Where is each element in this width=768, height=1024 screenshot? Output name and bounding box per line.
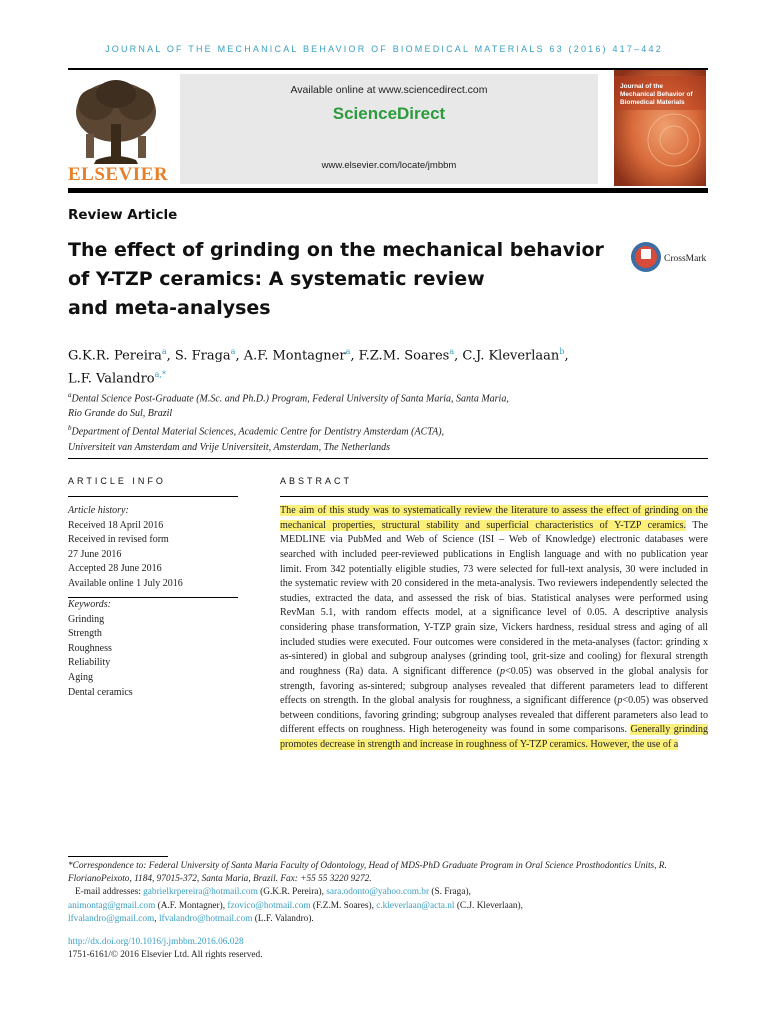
affiliations bbox=[68, 388, 708, 455]
keywords bbox=[68, 598, 238, 700]
author[interactable]: S. Fraga bbox=[174, 348, 231, 364]
author[interactable]: A.F. Montagner bbox=[243, 348, 346, 364]
p-symbol: p bbox=[617, 695, 623, 707]
affiliation-line: $^b$Department of Dental Material Sciences, Academic Centre for Dentistry Amsterdam (ACTA), bbox=[68, 424, 445, 438]
affiliation-rule bbox=[68, 458, 708, 459]
email-link[interactable]: gabrielkrpereira@hotmail.com bbox=[143, 887, 258, 898]
header-rule-top bbox=[68, 68, 708, 70]
history-item: Available online 1 July 2016 bbox=[68, 577, 183, 589]
journal-cover-image bbox=[614, 70, 706, 186]
svg-text:Biomedical Materials: Biomedical Materials bbox=[620, 99, 685, 106]
abstract-body: <0.05) was observed between conditions, favoring grinding; subgroup analyses revealed that different parameters also lead to different effects on roughness. High heterogeneity was found in some comparisons. bbox=[280, 695, 708, 736]
article-history bbox=[68, 504, 238, 592]
keyword: Strength bbox=[68, 628, 102, 640]
email-label: E-mail addresses: bbox=[74, 887, 141, 898]
history-item: Accepted 28 June 2016 bbox=[68, 563, 162, 575]
crossmark-label: CrossMark bbox=[664, 254, 707, 264]
title-line: of Y-TZP ceramics: A systematic review bbox=[68, 268, 485, 290]
author-list: G.K.R. Pereira$^a$, S. Fraga$^a$, A.F. Montagner$^a$, F.Z.M. Soares$^a$, C.J. Kleverlaan$^b$, L.F. Valandro$^{a,*}$ bbox=[68, 347, 569, 387]
article-info-heading: ARTICLE INFO bbox=[68, 476, 166, 486]
journal-citation: JOURNAL OF THE MECHANICAL BEHAVIOR OF BIOMEDICAL MATERIALS 63 (2016) 417–442 bbox=[105, 44, 663, 54]
article-title bbox=[68, 236, 608, 323]
journal-url[interactable]: www.elsevier.com/locate/jmbbm bbox=[321, 160, 457, 171]
author-sup: a bbox=[345, 347, 351, 356]
highlighted-text[interactable]: Generally grinding promotes decrease in strength and increase in roughness of Y-TZP ceramics. However, the use of a bbox=[280, 724, 708, 750]
svg-text:Journal of the: Journal of the bbox=[620, 83, 663, 90]
correspondence-note: *Correspondence to: Federal University of Santa Maria Faculty of Odontology, Head of MDS-PhD Graduate Program in Oral Science Prosthodontics Units, R. FlorianoPeixoto, 1184, 97015-372, Santa Maria, Brazil. Fax: +55 55 3220 9272. bbox=[68, 861, 667, 885]
keyword: Aging bbox=[68, 671, 93, 683]
highlighted-text[interactable]: The aim of this study was to systematically review the literature to assess the effect of grinding on the mechanical properties, structural stability and superficial characteristics of Y-TZP ceramics. bbox=[280, 505, 708, 531]
abstract-body: <0.05) was observed in the global analysis for strength, favoring as-sintered; subgroup analyses revealed that different parameters lead to different effects on strength. In the global analysis for roughness, a significant difference ( bbox=[280, 665, 708, 707]
doi-link[interactable]: http://dx.doi.org/10.1016/j.jmbbm.2016.06.028 bbox=[68, 937, 244, 947]
author[interactable]: G.K.R. Pereira bbox=[68, 348, 162, 364]
author[interactable]: F.Z.M. Soares bbox=[358, 348, 450, 364]
available-online-text: Available online at www.sciencedirect.com bbox=[290, 84, 488, 96]
keyword: Dental ceramics bbox=[68, 686, 133, 698]
author-sup: a bbox=[449, 347, 455, 356]
history-item: Received in revised form bbox=[68, 534, 169, 546]
author[interactable]: C.J. Kleverlaan bbox=[462, 348, 560, 364]
email-link[interactable]: fzovico@hotmail.com bbox=[227, 900, 311, 911]
email-link[interactable]: animontag@gmail.com bbox=[68, 900, 156, 911]
header-rule-bottom bbox=[68, 188, 708, 193]
keyword: Reliability bbox=[68, 657, 111, 669]
copyright-line: 1751-6161/© 2016 Elsevier Ltd. All rights reserved. bbox=[68, 950, 263, 961]
affiliation-line: $^a$Dental Science Post-Graduate (M.Sc. and Ph.D.) Program, Federal University of Santa Maria, Santa Maria, bbox=[68, 391, 509, 405]
history-label: Article history: bbox=[68, 505, 129, 516]
article-info-rule bbox=[68, 496, 238, 497]
email-link[interactable]: c.kleverlaan@acta.nl bbox=[376, 900, 455, 911]
keyword: Grinding bbox=[68, 613, 105, 625]
keywords-label: Keywords: bbox=[68, 599, 111, 610]
affiliation-line: Rio Grande do Sul, Brazil bbox=[68, 408, 173, 420]
crossmark-icon[interactable] bbox=[629, 240, 709, 274]
doi-block bbox=[68, 936, 263, 962]
p-symbol: p bbox=[500, 665, 506, 677]
abstract-body: The MEDLINE via PubMed and Web of Science (ISI – Web of Knowledge) electronic databases were searched with included peer-reviewed publications in English language and with no publication year limit. From 342 potentially eligible studies, 73 were selected for full-text analysis, 30 were included in the systematic review with 20 considered in the meta-analysis. Two reviewers independently selected the studies, extracted the data, and assessed the risk of bias. Statistical analyses were performed using RevMan 5.1, with random effects model, at a significance level of 0.05. A descriptive analysis considering phase transformation, Y-TZP grain size, Vickers hardness, residual stress and aging of all included studies were executed. Four outcomes were considered in the meta-analyses (factor: grinding x as-sintered) in global and subgroup analyses (grinding tool, grit-size and cooling) for flexural strength and roughness (Ra) data. A significant difference ( bbox=[280, 519, 708, 677]
author-sup: a,* bbox=[154, 370, 166, 380]
email-link[interactable]: sara.odonto@yahoo.com.br bbox=[326, 887, 430, 898]
author-sup: a bbox=[230, 347, 236, 356]
article-type: Review Article bbox=[68, 207, 178, 223]
keyword: Roughness bbox=[68, 642, 112, 654]
svg-text:Mechanical Behavior of: Mechanical Behavior of bbox=[620, 91, 693, 98]
email-link[interactable]: lfvalandro@gmail.com bbox=[68, 913, 155, 924]
email-link[interactable]: lfvalandro@hotmail.com bbox=[158, 913, 253, 924]
abstract-rule bbox=[280, 496, 708, 497]
author[interactable]: L.F. Valandro bbox=[68, 371, 155, 387]
history-item: Received 18 April 2016 bbox=[68, 519, 164, 531]
abstract-heading: ABSTRACT bbox=[280, 476, 353, 486]
elsevier-wordmark[interactable]: ELSEVIER bbox=[68, 164, 169, 185]
sciencedirect-logo-text[interactable]: ScienceDirect bbox=[332, 104, 446, 123]
affiliation-line: Universiteit van Amsterdam and Vrije Universiteit, Amsterdam, The Netherlands bbox=[68, 441, 391, 453]
title-line: and meta-analyses bbox=[68, 297, 271, 319]
email-list: E-mail addresses: gabrielkrpereira@hotmail.com (G.K.R. Pereira), sara.odonto@yahoo.com.br (S. Fraga), animontag@gmail.com (A.F. Montagner), fzovico@hotmail.com (F.Z.M. Soares), c.kleverlaan@acta.nl (C.J. Kleverlaan), lfvalandro@gmail.com, lfvalandro@hotmail.com (L.F. Valandro). bbox=[68, 887, 523, 924]
history-item: 27 June 2016 bbox=[68, 548, 122, 560]
footnote-rule bbox=[68, 856, 168, 857]
author-sup: a bbox=[161, 347, 167, 356]
author-sup: b bbox=[559, 347, 565, 356]
title-line: The effect of grinding on the mechanical behavior bbox=[68, 239, 604, 261]
footnotes bbox=[68, 860, 708, 926]
abstract-text[interactable] bbox=[280, 504, 708, 753]
